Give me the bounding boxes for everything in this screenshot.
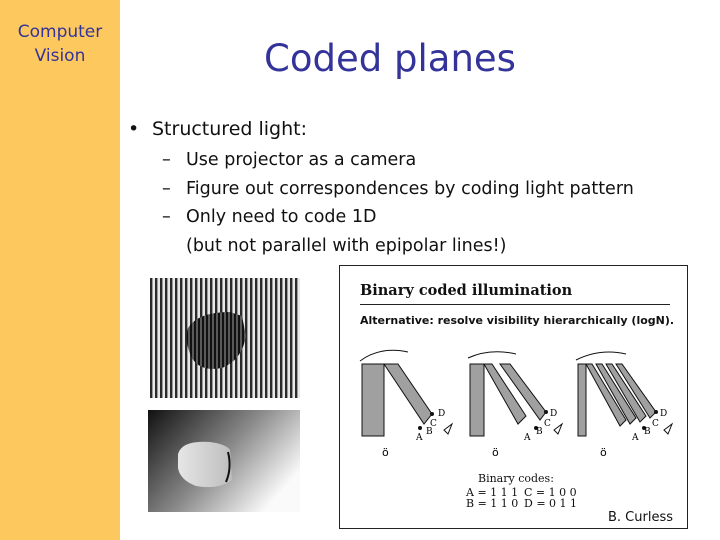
label-b: B (644, 427, 651, 437)
label-b: B (426, 427, 433, 437)
label-d: D (438, 409, 446, 419)
code-c: C = 1 0 0 (524, 486, 577, 499)
slide-title: Coded planes (264, 37, 516, 80)
camera-icon: ö (492, 446, 499, 459)
label-a: A (524, 433, 531, 443)
label-a: A (416, 433, 423, 443)
code-d: D = 0 1 1 (524, 497, 578, 510)
camera-icon: ö (600, 446, 607, 459)
label-a: A (632, 433, 639, 443)
main-bullet-text: Structured light: (152, 118, 307, 140)
sub-bullet-2 (162, 179, 634, 199)
label-b: B (536, 427, 543, 437)
code-a: A = 1 1 1 (466, 486, 519, 499)
stripe-pattern-image (150, 278, 300, 398)
label-d: D (660, 409, 668, 419)
figure-rule (360, 304, 670, 305)
label-d: D (550, 409, 558, 419)
camera-icon: ö (382, 446, 389, 459)
figure-title: Binary coded illumination (360, 282, 573, 299)
image-credit: B. Curless (608, 510, 673, 525)
sub-bullet-3-continuation: (but not parallel with epipolar lines!) (186, 236, 507, 256)
dash-icon: – (162, 179, 171, 199)
sub-bullet-text: Figure out correspondences by coding light pattern (186, 179, 634, 199)
label-c: C (430, 419, 437, 429)
dash-icon: – (162, 207, 171, 227)
figure-subtitle: Alternative: resolve visibility hierarchically (logN). (360, 314, 675, 327)
brand-line-2: Vision (34, 46, 86, 66)
brand-label (0, 20, 120, 68)
main-bullet (128, 118, 307, 140)
panel-1 (360, 350, 452, 459)
projection-panels (340, 336, 689, 466)
label-c: C (544, 419, 551, 429)
dash-icon: – (162, 150, 171, 170)
code-b: B = 1 1 0 (466, 497, 519, 510)
codes-title: Binary codes: (478, 472, 554, 485)
panel-3 (576, 352, 672, 459)
brand-line-1: Computer (17, 22, 103, 42)
panel-2 (468, 352, 562, 459)
sub-bullet-1 (162, 150, 416, 170)
sub-bullet-text: Use projector as a camera (186, 150, 417, 170)
sub-bullet-3 (162, 207, 376, 227)
sidebar (0, 0, 120, 540)
sub-bullet-text: Only need to code 1D (186, 207, 377, 227)
label-c: C (652, 419, 659, 429)
binary-coded-illumination-figure (339, 265, 688, 529)
depth-map-image (148, 410, 300, 512)
bullet-dot-icon: • (128, 118, 140, 140)
